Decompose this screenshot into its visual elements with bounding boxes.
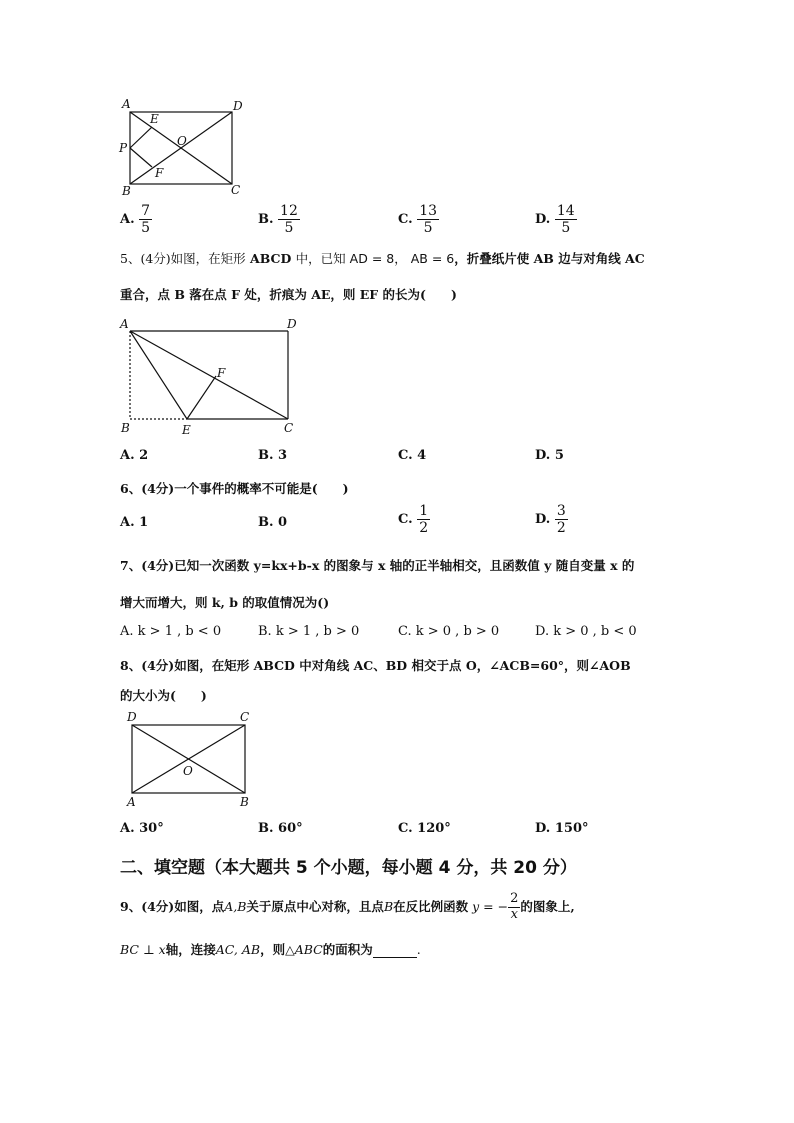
q5-option-c[interactable]: C. 4 <box>398 448 427 463</box>
q5-diagonal-ac <box>130 331 288 419</box>
q4-option-d[interactable]: D. $\frac{14}{5}$ <box>535 203 575 237</box>
q4-label-e: E <box>150 112 159 126</box>
q5-stem-line1: 5、(4分)如图，在矩形 ABCD 中，已知 AD = 8， AB = 6，折叠纸片使 AB 边与对角线 AC <box>120 251 645 266</box>
q8-option-c[interactable]: C. 120° <box>398 821 451 836</box>
q4-option-b[interactable]: B. $\frac{12}{5}$ <box>258 203 298 237</box>
q5-figure <box>110 318 310 438</box>
fraction: $\frac{1}{2}$ <box>419 503 429 537</box>
fraction: $\frac{2}{x}$ <box>510 891 519 922</box>
q4-option-a[interactable]: A. $\frac{7}{5}$ <box>120 203 151 237</box>
q8-figure <box>120 712 260 812</box>
q8-option-d[interactable]: D. 150° <box>535 821 589 836</box>
q5-segment-ef <box>187 376 216 419</box>
q7-option-c[interactable]: C. k > 0 , b > 0 <box>398 624 500 639</box>
fraction: $\frac{3}{2}$ <box>556 503 566 537</box>
q8-option-a[interactable]: A. 30° <box>120 821 164 836</box>
q6-option-c[interactable]: C. $\frac{1}{2}$ <box>398 503 429 537</box>
fraction: $\frac{14}{5}$ <box>556 203 575 237</box>
q4-label-c: C <box>231 183 241 197</box>
q5-ab-value: AB = 6 <box>410 251 455 266</box>
q6-stem: 6、(4分)一个事件的概率不可能是( ) <box>120 481 349 496</box>
q7-stem-line2: 增大而增大，则 k, b 的取值情况为() <box>120 595 330 610</box>
q5-ad-value: AD = 8 <box>349 251 395 266</box>
q9-stem-line1: 9、(4分)如图，点A,B关于原点中心对称，且点B在反比例函数 y = − $\frac{2}{x}$ 的图象上, <box>120 891 575 922</box>
q7-stem-line1: 7、(4分)已知一次函数 y=kx+b-x 的图象与 x 轴的正半轴相交，且函数值 y 随自变量 x 的 <box>120 558 635 573</box>
q5-option-b[interactable]: B. 3 <box>258 448 288 463</box>
fraction: $\frac{12}{5}$ <box>280 203 298 237</box>
q4-option-c[interactable]: C. $\frac{13}{5}$ <box>398 203 438 237</box>
q4-label-a: A <box>122 97 131 111</box>
q6-option-a[interactable]: A. 1 <box>120 515 149 530</box>
q5-option-d[interactable]: D. 5 <box>535 448 564 463</box>
q8-label-o: O <box>183 764 193 778</box>
fraction: $\frac{13}{5}$ <box>419 203 438 237</box>
fraction: $\frac{7}{5}$ <box>141 203 151 237</box>
q8-label-b: B <box>240 795 249 809</box>
q6-option-b[interactable]: B. 0 <box>258 515 288 530</box>
q7-option-a[interactable]: A. k > 1 , b < 0 <box>120 624 222 639</box>
q4-label-d: D <box>233 99 243 113</box>
q5-label-b: B <box>121 421 130 435</box>
q9-stem-line2: BC ⊥ x轴，连接AC, AB，则△ABC的面积为 . <box>120 942 421 957</box>
q5-label-c: C <box>284 421 294 435</box>
q8-stem-line2: 的大小为( ) <box>120 688 207 703</box>
q5-option-a[interactable]: A. 2 <box>120 448 149 463</box>
q5-label-e: E <box>182 423 191 437</box>
q5-label-f: F <box>217 366 226 380</box>
q8-option-b[interactable]: B. 60° <box>258 821 303 836</box>
q4-segment-pe <box>130 127 152 148</box>
q8-stem-line1: 8、(4分)如图，在矩形 ABCD 中对角线 AC、BD 相交于点 O，∠ACB=60°，则∠AOB <box>120 658 631 673</box>
q8-label-c: C <box>240 710 250 724</box>
q5-fold-ae <box>130 331 187 419</box>
q6-option-d[interactable]: D. $\frac{3}{2}$ <box>535 503 566 537</box>
q7-option-d[interactable]: D. k > 0 , b < 0 <box>535 624 637 639</box>
answer-blank[interactable] <box>373 945 417 958</box>
section-heading-fill-in: 二、填空题（本大题共 5 个小题，每小题 4 分，共 20 分） <box>120 858 577 878</box>
q4-label-p: P <box>119 141 128 155</box>
q7-option-b[interactable]: B. k > 1 , b > 0 <box>258 624 360 639</box>
q5-label-d: D <box>287 317 297 331</box>
q8-label-d: D <box>127 710 137 724</box>
q8-label-a: A <box>127 795 136 809</box>
q5-label-a: A <box>120 317 129 331</box>
q4-label-o: O <box>177 134 187 148</box>
q4-segment-pf <box>130 148 152 167</box>
q4-label-b: B <box>122 184 131 198</box>
q4-label-f: F <box>155 166 164 180</box>
q5-stem-line2: 重合，点 B 落在点 F 处，折痕为 AE，则 EF 的长为( ) <box>120 287 457 302</box>
